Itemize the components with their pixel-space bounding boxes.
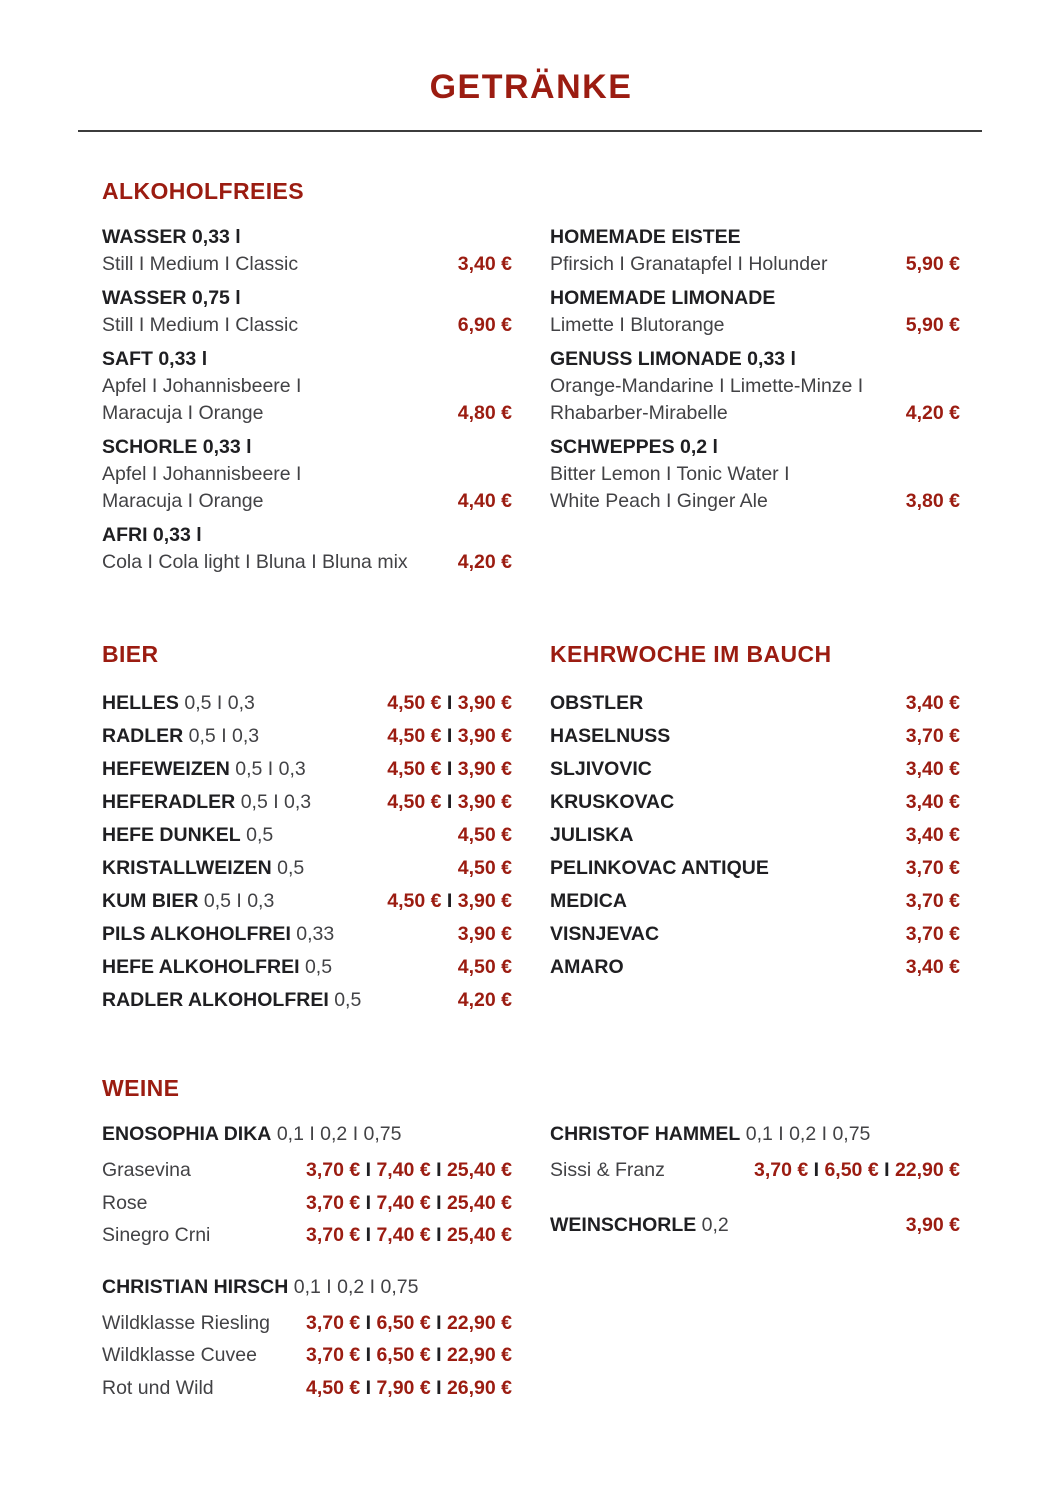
weine-left-column — [102, 1121, 512, 1426]
item-name: Wildklasse Cuvee — [102, 1344, 257, 1366]
section-weine — [102, 1075, 960, 1426]
wine-group-name: CHRISTIAN HIRSCH — [102, 1275, 289, 1298]
menu-item — [102, 285, 512, 339]
item-description: Maracuja I Orange — [102, 490, 264, 512]
menu-item — [550, 951, 960, 984]
menu-item — [102, 434, 512, 515]
menu-item — [102, 1154, 512, 1187]
menu-item — [550, 786, 960, 819]
item-name: Sinegro Crni — [102, 1224, 211, 1246]
item-price: 3,70 € — [905, 890, 960, 912]
item-size: 0,33 — [296, 923, 335, 945]
item-name: RADLER 0,5 I 0,3 — [102, 725, 260, 747]
menu-item — [550, 434, 960, 515]
item-price: 3,70 € — [905, 725, 960, 747]
item-price: 4,80 € — [457, 402, 512, 424]
item-size: 0,5 — [246, 824, 274, 846]
menu-item — [550, 885, 960, 918]
item-description: Maracuja I Orange — [102, 402, 264, 424]
item-size: 0,5 — [334, 989, 362, 1011]
item-name: VISNJEVAC — [550, 923, 660, 945]
menu-item — [550, 1209, 960, 1242]
menu-item — [102, 753, 512, 786]
menu-item — [102, 522, 512, 576]
menu-item — [102, 786, 512, 819]
item-name: Wildklasse Riesling — [102, 1311, 270, 1334]
item-size: 0,5 I 0,3 — [203, 890, 275, 912]
item-name: RADLER ALKOHOLFREI 0,5 — [102, 989, 362, 1011]
item-size: 0,2 — [701, 1213, 729, 1236]
menu-item — [102, 918, 512, 951]
section-kehrwoche — [550, 641, 960, 1017]
item-size: 0,5 I 0,3 — [235, 758, 306, 780]
item-price: 4,50 € I 3,90 € — [387, 725, 512, 747]
item-price: 5,90 € — [905, 314, 960, 336]
item-price: 4,50 € I 7,90 € I 26,90 € — [305, 1376, 512, 1399]
item-description: White Peach I Ginger Ale — [550, 490, 768, 512]
wine-group-name: CHRISTOF HAMMEL — [550, 1123, 741, 1145]
menu-item — [102, 346, 512, 427]
menu-item — [102, 951, 512, 984]
item-description: Apfel I Johannisbeere I — [102, 375, 302, 397]
item-description: Cola I Cola light I Bluna I Bluna mix — [102, 551, 408, 573]
item-price: 3,40 € — [905, 956, 960, 978]
menu-item — [550, 720, 960, 753]
item-name: OBSTLER — [550, 692, 644, 714]
wine-group-sizes: 0,1 I 0,2 I 0,75 — [293, 1275, 419, 1298]
item-price: 4,20 € — [457, 551, 512, 573]
wine-group-header — [550, 1121, 960, 1148]
item-price: 4,50 € — [457, 824, 512, 846]
menu-item — [550, 819, 960, 852]
item-size: 0,5 I 0,3 — [240, 791, 312, 813]
wine-group — [102, 1274, 512, 1405]
menu-item — [102, 885, 512, 918]
item-price: 3,70 € — [905, 923, 960, 945]
item-price: 3,70 € I 7,40 € I 25,40 € — [305, 1224, 512, 1246]
section-title-kehrwoche: KEHRWOCHE IM BAUCH — [550, 641, 832, 667]
item-price: 3,40 € — [457, 253, 512, 275]
menu-item — [550, 918, 960, 951]
item-price: 3,70 € I 6,50 € I 22,90 € — [305, 1311, 512, 1334]
item-price: 3,90 € — [457, 923, 512, 945]
item-name: Grasevina — [102, 1159, 191, 1181]
bier-list — [102, 687, 512, 1017]
item-price: 3,70 € I 7,40 € I 25,40 € — [305, 1191, 512, 1214]
item-price: 3,90 € — [905, 1213, 960, 1236]
item-price: 4,50 € — [457, 857, 512, 879]
item-name: HASELNUSS — [550, 725, 671, 747]
item-name: HEFE DUNKEL 0,5 — [102, 824, 274, 846]
item-description: Limette I Blutorange — [550, 314, 725, 336]
kehrwoche-list — [550, 687, 960, 984]
item-name: Rose — [102, 1191, 148, 1214]
item-price: 3,80 € — [905, 490, 960, 512]
item-price: 4,50 € I 3,90 € — [387, 692, 512, 714]
item-name: KRUSKOVAC — [550, 791, 675, 813]
item-name: WASSER 0,33 l — [102, 226, 241, 248]
item-price: 3,40 € — [905, 791, 960, 813]
item-price: 3,40 € — [905, 824, 960, 846]
item-price: 4,20 € — [457, 989, 512, 1011]
item-price: 4,40 € — [457, 490, 512, 512]
section-bier-kehrwoche — [102, 641, 960, 1017]
item-description: Still I Medium I Classic — [102, 253, 299, 275]
item-price: 4,50 € I 3,90 € — [387, 791, 512, 813]
section-title-alkoholfreies: ALKOHOLFREIES — [102, 178, 304, 204]
item-name: HELLES 0,5 I 0,3 — [102, 692, 255, 714]
menu-item — [102, 1219, 512, 1252]
menu-item — [102, 720, 512, 753]
item-price: 6,90 € — [457, 314, 512, 336]
wine-group-name: ENOSOPHIA DIKA — [102, 1123, 272, 1145]
alkoholfreies-right-column — [550, 224, 960, 583]
section-title-bier: BIER — [102, 641, 159, 667]
item-name: SCHWEPPES 0,2 l — [550, 436, 718, 458]
item-description: Apfel I Johannisbeere I — [102, 463, 302, 485]
item-price: 4,50 € I 3,90 € — [387, 758, 512, 780]
item-price: 5,90 € — [905, 253, 960, 275]
wine-group — [550, 1121, 960, 1187]
item-name: HEFE ALKOHOLFREI 0,5 — [102, 956, 333, 978]
section-bier — [102, 641, 512, 1017]
item-description: Bitter Lemon I Tonic Water I — [550, 463, 790, 485]
weine-right-column — [550, 1121, 960, 1426]
item-name: HOMEMADE LIMONADE — [550, 287, 776, 309]
item-name: WASSER 0,75 l — [102, 287, 241, 309]
item-name: WEINSCHORLE 0,2 — [550, 1213, 729, 1236]
wine-group-header — [102, 1274, 512, 1301]
item-price: 3,70 € I 7,40 € I 25,40 € — [305, 1159, 512, 1181]
item-description: Orange-Mandarine I Limette-Minze I — [550, 375, 864, 397]
menu-item — [550, 285, 960, 339]
menu-item — [102, 1339, 512, 1372]
menu-item — [550, 687, 960, 720]
title-divider — [78, 130, 982, 132]
wine-group-sizes: 0,1 I 0,2 I 0,75 — [276, 1123, 402, 1145]
menu-item — [550, 346, 960, 427]
item-name: MEDICA — [550, 890, 627, 912]
wine-group — [102, 1121, 512, 1252]
page-title: GETRÄNKE — [429, 68, 633, 106]
item-name: KUM BIER 0,5 I 0,3 — [102, 890, 275, 912]
item-description: Still I Medium I Classic — [102, 314, 299, 336]
item-name: PELINKOVAC ANTIQUE — [550, 857, 769, 879]
item-name: AMARO — [550, 956, 624, 978]
menu-item — [550, 753, 960, 786]
item-name: HEFEWEIZEN 0,5 I 0,3 — [102, 758, 306, 780]
item-price: 3,40 € — [905, 692, 960, 714]
item-name: HEFERADLER 0,5 I 0,3 — [102, 791, 312, 813]
item-size: 0,5 I 0,3 — [188, 725, 260, 747]
menu-item — [102, 1307, 512, 1340]
item-name: PILS ALKOHOLFREI 0,33 — [102, 923, 335, 945]
item-name: KRISTALLWEIZEN 0,5 — [102, 857, 305, 879]
item-name: GENUSS LIMONADE 0,33 l — [550, 348, 796, 370]
item-name: SAFT 0,33 l — [102, 348, 208, 370]
item-price: 4,50 € I 3,90 € — [387, 890, 512, 912]
menu-item — [102, 1187, 512, 1220]
menu-item — [102, 984, 512, 1017]
item-size: 0,5 — [277, 857, 305, 879]
item-price: 3,70 € — [905, 857, 960, 879]
menu-item — [550, 224, 960, 278]
item-description: Rhabarber-Mirabelle — [550, 402, 728, 424]
item-name: Sissi & Franz — [550, 1159, 665, 1181]
item-price: 4,20 € — [905, 402, 960, 424]
menu-item — [102, 687, 512, 720]
item-name: HOMEMADE EISTEE — [550, 226, 741, 248]
item-name: Rot und Wild — [102, 1376, 214, 1399]
item-price: 3,40 € — [905, 758, 960, 780]
section-alkoholfreies — [102, 178, 960, 583]
item-price: 3,70 € I 6,50 € I 22,90 € — [305, 1344, 512, 1366]
wine-group-header — [102, 1121, 512, 1148]
item-name: JULISKA — [550, 824, 634, 846]
item-size: 0,5 — [304, 956, 333, 978]
item-price: 4,50 € — [457, 956, 512, 978]
item-description: Pfirsich I Granatapfel I Holunder — [550, 253, 828, 275]
menu-item — [102, 224, 512, 278]
item-name: SLJIVOVIC — [550, 758, 652, 780]
item-price: 3,70 € I 6,50 € I 22,90 € — [753, 1159, 960, 1181]
item-name: SCHORLE 0,33 l — [102, 436, 252, 458]
menu-item — [102, 852, 512, 885]
menu-item — [550, 852, 960, 885]
menu-item — [550, 1154, 960, 1187]
menu-item — [102, 819, 512, 852]
menu-item — [102, 1372, 512, 1405]
item-size: 0,5 I 0,3 — [184, 692, 255, 714]
item-name: AFRI 0,33 l — [102, 524, 202, 546]
wine-group-sizes: 0,1 I 0,2 I 0,75 — [745, 1123, 871, 1145]
section-title-weine: WEINE — [102, 1075, 180, 1101]
alkoholfreies-left-column — [102, 224, 512, 583]
